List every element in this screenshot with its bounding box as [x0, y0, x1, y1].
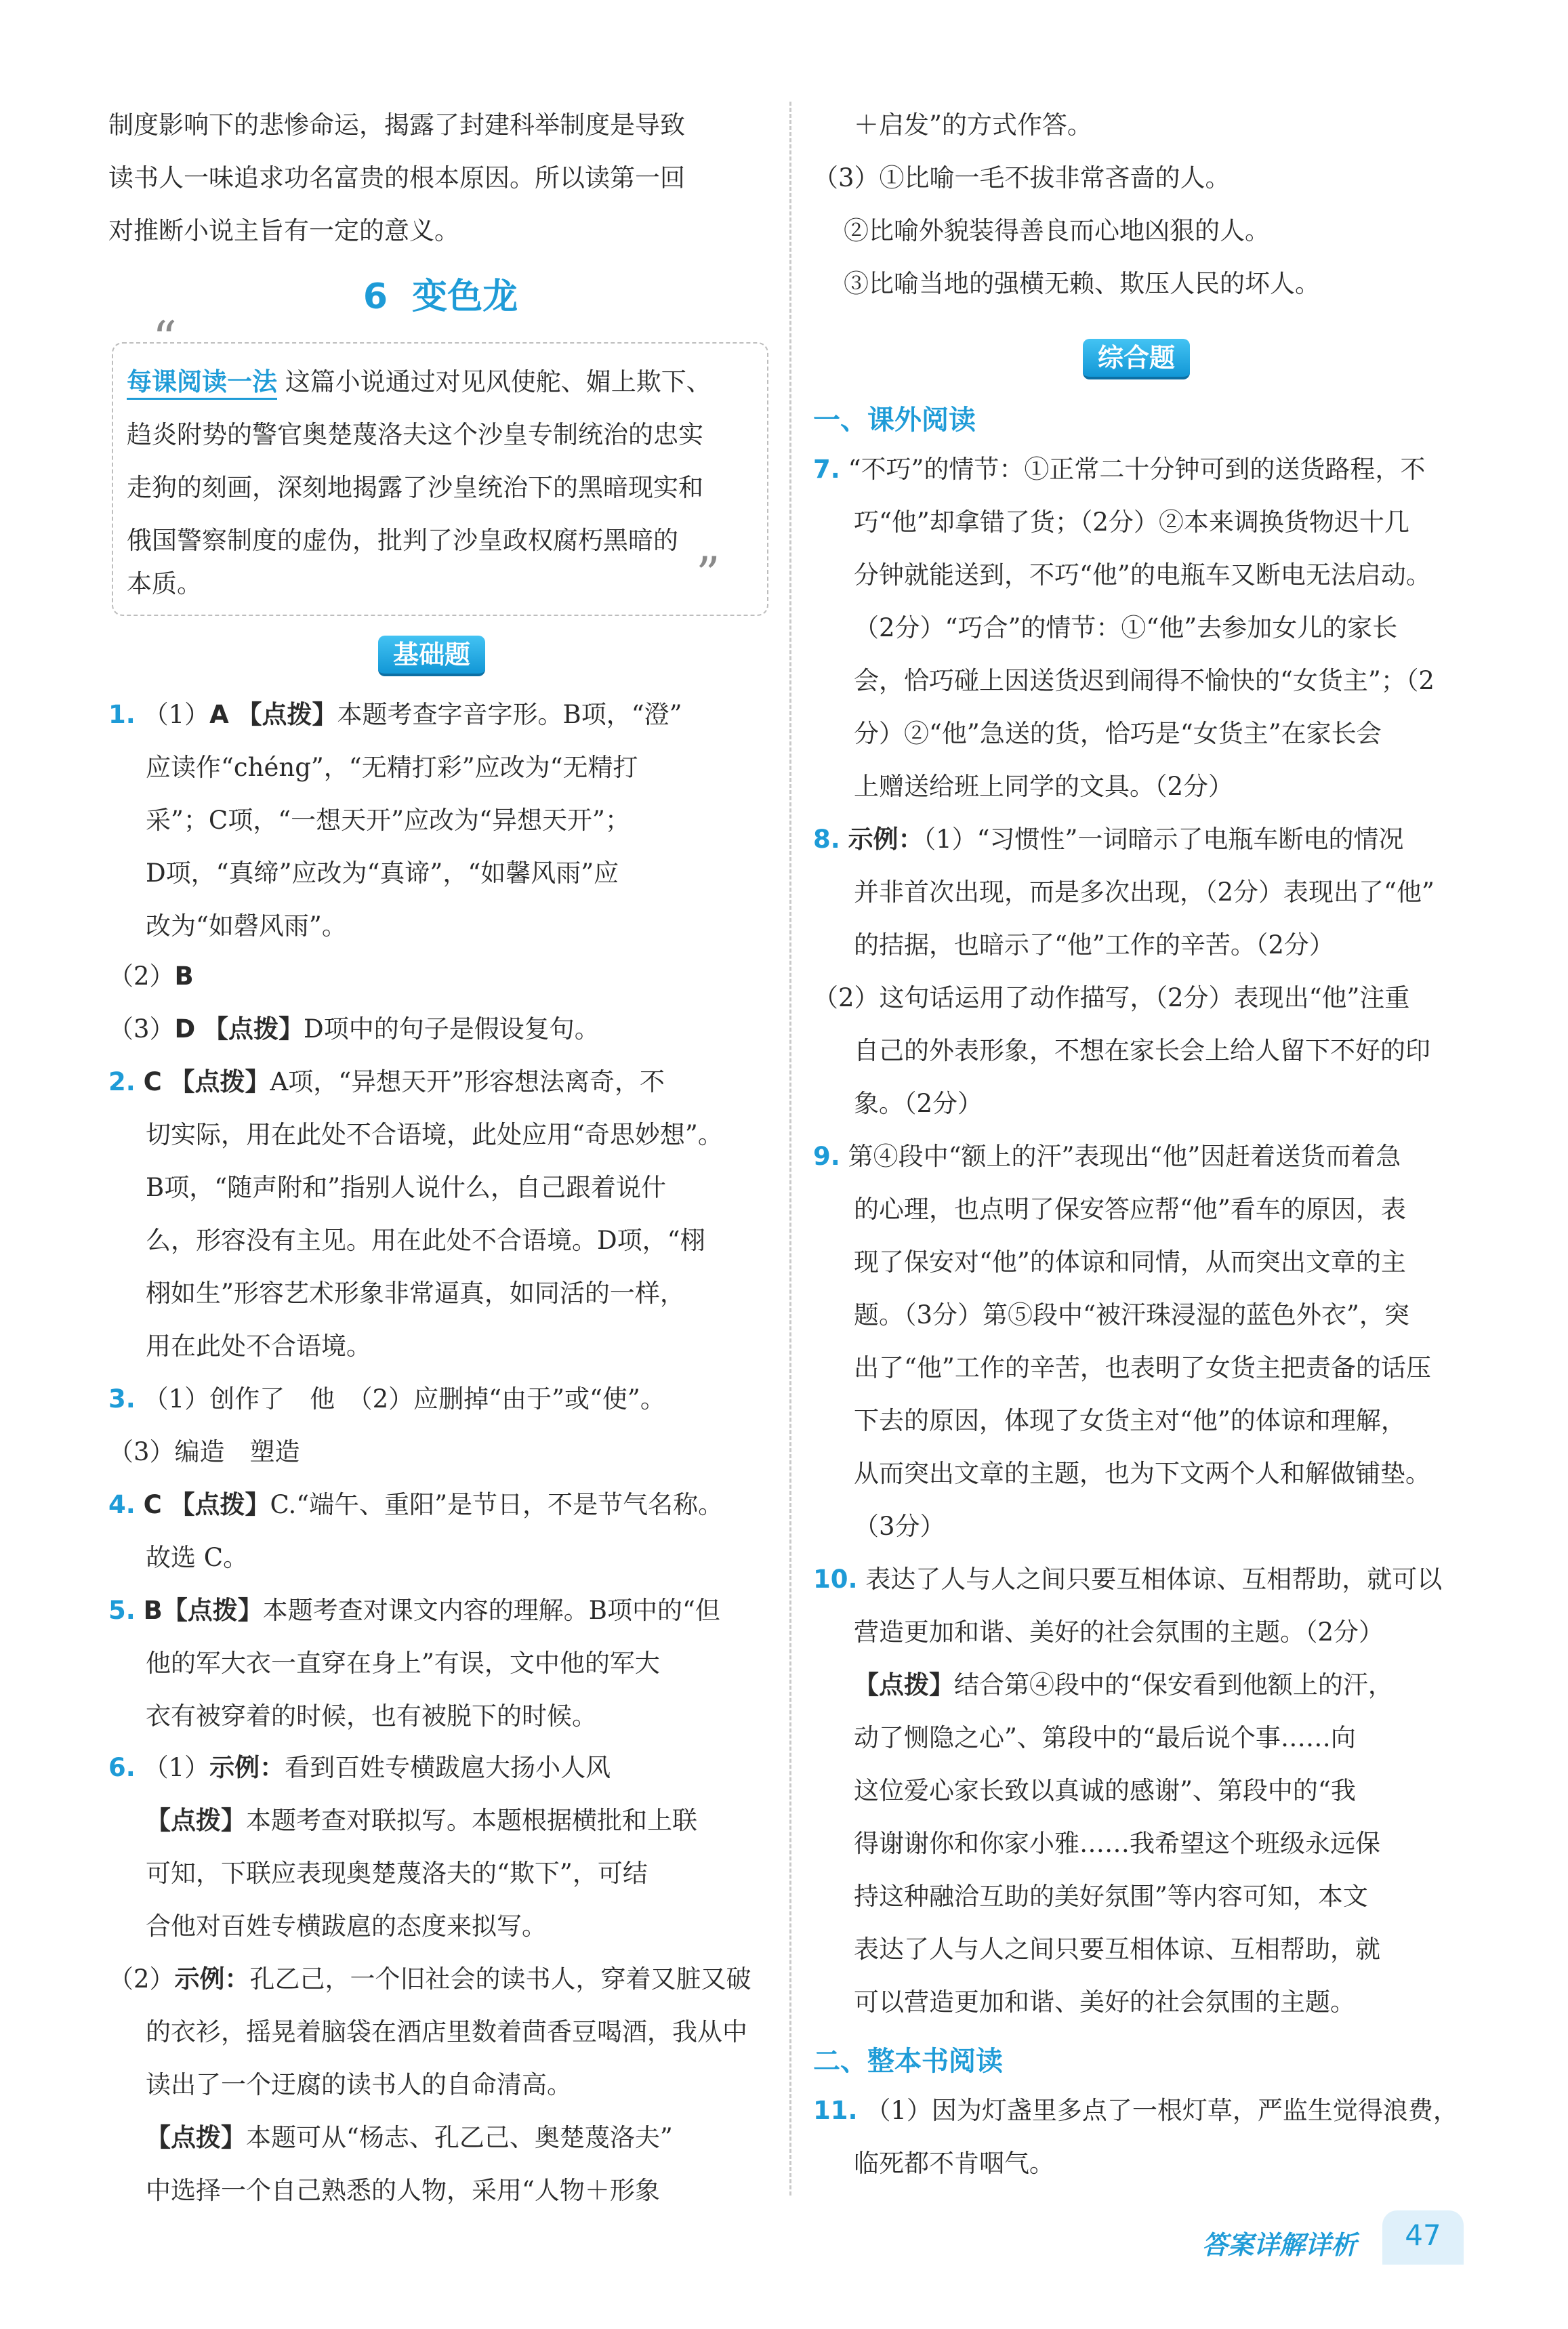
hint-line: 【点拨】本题考查对联拟写。本题根据横批和上联: [146, 1806, 697, 1835]
question-2: 2. C 【点拨】A项，“异想天开”形容想法离奇，不: [108, 1067, 665, 1096]
text-line: 可以营造更加和谐、美好的社会氛围的主题。: [854, 1987, 1355, 2017]
comprehensive-questions-title: 综合题: [1083, 339, 1190, 379]
reading-method-box: [112, 311, 768, 616]
method-text: 本质。: [127, 569, 202, 598]
question-8: 8. 示例：（1）“习惯性”一词暗示了电瓶车断电的情况: [813, 825, 1404, 854]
text-line: 持这种融洽互助的美好氛围”等内容可知，本文: [854, 1882, 1368, 1911]
text-line: 对推断小说主旨有一定的意义。: [108, 216, 459, 245]
method-text: 走狗的刻画，深刻地揭露了沙皇统治下的黑暗现实和: [127, 473, 703, 502]
text-line: 下去的原因，体现了女货主对“他”的体谅和理解，: [854, 1406, 1406, 1435]
basic-questions-title: 基础题: [378, 636, 485, 676]
method-text: 这篇小说通过对见风使舵、媚上欺下、: [285, 367, 711, 396]
text-line: （3）①比喻一毛不拔非常吝啬的人。: [813, 163, 1231, 192]
lesson-number: 6: [363, 276, 388, 317]
question-4: 4. C 【点拨】C.“端午、重阳”是节日，不是节气名称。: [108, 1490, 724, 1519]
text-line: 中选择一个自己熟悉的人物，采用“人物＋形象: [146, 2176, 660, 2205]
text-line: （3）编造 塑造: [108, 1437, 300, 1466]
text-line: 栩如生”形容艺术形象非常逼真，如同活的一样，: [146, 1279, 685, 1308]
answer: A: [209, 700, 229, 729]
question-3: 3. （1）创作了 他 （2）应删掉“由于”或“使”。: [108, 1384, 665, 1414]
text-line: B项，“随声附和”指别人说什么，自己跟着说什: [146, 1173, 667, 1202]
text-line: 出了“他”工作的辛苦，也表明了女货主把责备的话压: [854, 1353, 1431, 1382]
text-line: 读书人一味追求功名富贵的根本原因。所以读第一回: [108, 163, 685, 192]
section-heading: 一、课外阅读: [813, 405, 976, 436]
text-line: 巧“他”却拿错了货；（2分）②本来调换货物迟十几: [854, 508, 1409, 537]
column-divider: [789, 102, 791, 2196]
hint-tag: 【点拨】: [236, 700, 337, 729]
text-line: 可知，下联应表现奥楚蔑洛夫的“欺下”，可结: [146, 1859, 648, 1888]
question-6-part-2: （2）示例：孔乙己，一个旧社会的读书人，穿着又脏又破: [108, 1964, 751, 1994]
question-5: 5. B【点拨】本题考查对课文内容的理解。B项中的“但: [108, 1596, 720, 1625]
question-10: 10. 表达了人与人之间只要互相体谅、互相帮助，就可以: [813, 1565, 1443, 1594]
text-line: 用在此处不合语境。: [146, 1332, 371, 1361]
text-line: 自己的外表形象，不想在家长会上给人留下不好的印: [854, 1036, 1430, 1065]
text-line: ②比喻外貌装得善良而心地凶狠的人。: [844, 216, 1270, 245]
text-line: 的心理，也点明了保安答应帮“他”看车的原因，表: [854, 1195, 1406, 1224]
section-heading: 二、整本书阅读: [813, 2046, 1003, 2077]
text-line: D项，“真缔”应改为“真谛”，“如馨风雨”应: [146, 859, 619, 888]
text-line: 临死都不肯咽气。: [854, 2149, 1054, 2178]
text-line: ＋启发”的方式作答。: [854, 110, 1092, 140]
text-line: 表达了人与人之间只要互相体谅、互相帮助，就: [854, 1935, 1380, 1964]
text-line: 的衣衫，摇晃着脑袋在酒店里数着茴香豆喝酒，我从中: [146, 2017, 747, 2046]
text-line: 的拮据，也暗示了“他”工作的辛苦。（2分）: [854, 930, 1334, 960]
text-line: 上赠送给班上同学的文具。（2分）: [854, 772, 1234, 801]
question-7: 7. “不巧”的情节：①正常二十分钟可到的送货路程，不: [813, 455, 1426, 484]
question-11: 11. （1）因为灯盏里多点了一根灯草，严监生觉得浪费，: [813, 2096, 1458, 2125]
text-line: 分钟就能送到，不巧“他”的电瓶车又断电无法启动。: [854, 560, 1431, 590]
method-text: 俄国警察制度的虚伪，批判了沙皇政权腐朽黑暗的: [127, 526, 678, 555]
question-1-part-3: （3）D 【点拨】D项中的句子是假设复句。: [108, 1014, 600, 1044]
text-line: 读出了一个迂腐的读书人的自命清高。: [146, 2070, 572, 2099]
lesson-name: 变色龙: [412, 276, 518, 317]
text-line: 并非首次出现，而是多次出现，（2分）表现出了“他”: [854, 878, 1435, 907]
text-line: 营造更加和谐、美好的社会氛围的主题。（2分）: [854, 1617, 1384, 1647]
text-line: 现了保安对“他”的体谅和同情，从而突出文章的主: [854, 1248, 1406, 1277]
footer-label: 答案详解详析: [1202, 2230, 1357, 2260]
open-quote-icon: “: [152, 311, 177, 367]
text-line: 采”；C项，“一想天开”应改为“异想天开”；: [146, 806, 630, 835]
text-line: 合他对百姓专横跋扈的态度来拟写。: [146, 1912, 547, 1941]
method-label: 每课阅读一法: [127, 367, 277, 400]
text-line: 这位爱心家长致以真诚的感谢”、第段中的“我: [854, 1776, 1356, 1805]
text-line: 动了恻隐之心”、第段中的“最后说个事……向: [854, 1723, 1356, 1752]
close-quote-icon: ”: [696, 547, 720, 602]
text-line: 分）②“他”急送的货，恰巧是“女货主”在家长会: [854, 719, 1382, 748]
question-9: 9. 第④段中“额上的汗”表现出“他”因赶着送货而着急: [813, 1142, 1401, 1171]
method-text: 趋炎附势的警官奥楚蔑洛夫这个沙皇专制统治的忠实: [127, 420, 703, 449]
text-line: （3分）: [854, 1512, 945, 1541]
lesson-title: [108, 268, 772, 318]
text-line: 象。（2分）: [854, 1089, 983, 1118]
page-number: 47: [1405, 2219, 1441, 2252]
page-number-tab: [1382, 2210, 1464, 2265]
text-line: 么，形容没有主见。用在此处不合语境。D项，“栩: [146, 1226, 705, 1255]
text-line: 应读作“chéng”，“无精打彩”应改为“无精打: [146, 753, 638, 782]
text-line: 他的军大衣一直穿在身上”有误，文中他的军大: [146, 1649, 660, 1678]
question-6: 6. （1）示例：看到百姓专横跋扈大扬小人风: [108, 1753, 611, 1782]
question-1: 1. （1）A 【点拨】本题考查字音字形。B项，“澄”: [108, 700, 682, 729]
question-1-part-2: （2）B: [108, 962, 194, 991]
text-line: 从而突出文章的主题，也为下文两个人和解做铺垫。: [854, 1459, 1430, 1488]
text-line: 会，恰巧碰上因送货迟到闹得不愉快的“女货主”；（2: [854, 666, 1435, 695]
text-line: 题。（3分）第⑤段中“被汗珠浸湿的蓝色外衣”，突: [854, 1300, 1409, 1330]
text-line: 切实际，用在此处不合语境，此处应用“奇思妙想”。: [146, 1120, 723, 1149]
text-line: ③比喻当地的强横无赖、欺压人民的坏人。: [844, 269, 1320, 298]
text-line: 制度影响下的悲惨命运，揭露了封建科举制度是导致: [108, 110, 685, 140]
text-line: （2）这句话运用了动作描写，（2分）表现出“他”注重: [813, 983, 1410, 1012]
text-line: 改为“如磬风雨”。: [146, 911, 347, 941]
text-line: （2分）“巧合”的情节：①“他”去参加女儿的家长: [854, 613, 1398, 642]
text-line: 衣有被穿着的时候，也有被脱下的时候。: [146, 1702, 597, 1731]
text-line: 故选 C。: [146, 1543, 249, 1572]
text-line: 得谢谢你和你家小雅……我希望这个班级永远保: [854, 1829, 1380, 1858]
hint-line: 【点拨】结合第④段中的“保安看到他额上的汗，: [854, 1670, 1393, 1699]
hint-line: 【点拨】本题可从“杨志、孔乙己、奥楚蔑洛夫”: [146, 2123, 673, 2152]
